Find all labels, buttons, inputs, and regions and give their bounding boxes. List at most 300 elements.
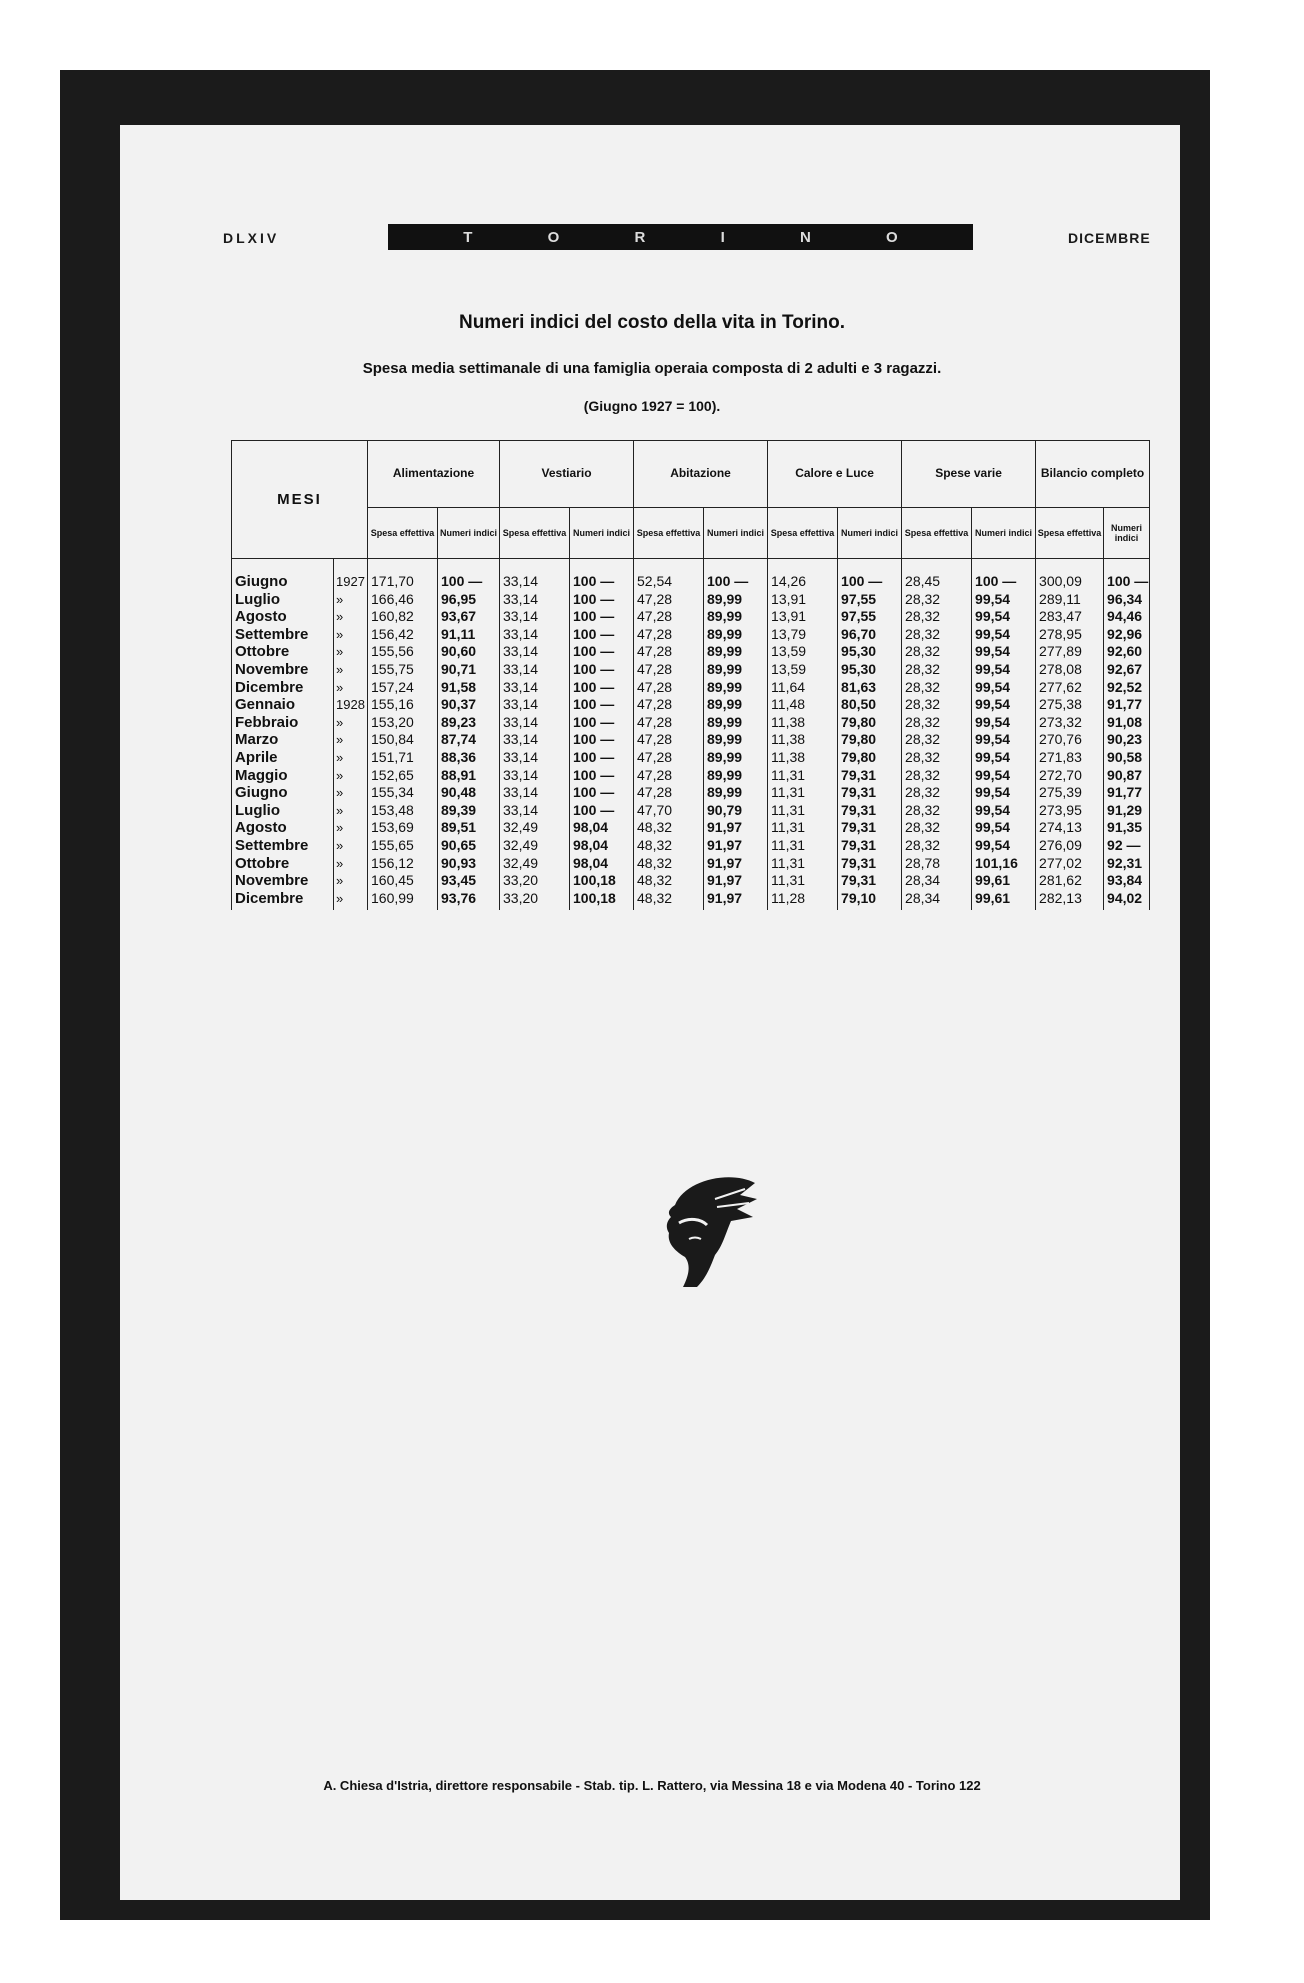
index-cell: 90,79: [704, 802, 768, 820]
group-header: Alimentazione: [368, 441, 500, 508]
year-cell: »: [334, 731, 368, 749]
expense-cell: 11,31: [768, 855, 838, 873]
month-cell: Maggio: [232, 767, 334, 785]
baseline-note: (Giugno 1927 = 100).: [583, 398, 721, 414]
index-cell: 89,99: [704, 679, 768, 697]
expense-cell: 273,95: [1036, 802, 1104, 820]
cost-of-living-table: [231, 440, 1150, 910]
month-cell: Giugno: [232, 784, 334, 802]
expense-cell: 14,26: [768, 559, 838, 591]
index-cell: 79,31: [838, 767, 902, 785]
table-row: [232, 608, 1150, 626]
index-cell: 90,93: [438, 855, 500, 873]
expense-cell: 270,76: [1036, 731, 1104, 749]
expense-cell: 166,46: [368, 591, 438, 609]
index-cell: 90,60: [438, 643, 500, 661]
year-cell: 1928: [334, 696, 368, 714]
table-row: [232, 559, 1150, 591]
index-cell: 100 —: [570, 767, 634, 785]
expense-cell: 153,69: [368, 819, 438, 837]
index-cell: 99,54: [972, 714, 1036, 732]
index-cell: 89,99: [704, 626, 768, 644]
expense-cell: 278,08: [1036, 661, 1104, 679]
index-cell: 99,54: [972, 819, 1036, 837]
expense-cell: 156,42: [368, 626, 438, 644]
table-row: [232, 855, 1150, 873]
expense-cell: 28,45: [902, 559, 972, 591]
month-cell: Dicembre: [232, 679, 334, 697]
expense-cell: 28,32: [902, 784, 972, 802]
expense-cell: 33,14: [500, 679, 570, 697]
page-title: Numeri indici del costo della vita in Torino.: [458, 312, 846, 333]
expense-cell: 11,38: [768, 749, 838, 767]
index-cell: 88,91: [438, 767, 500, 785]
expense-cell: 47,28: [634, 731, 704, 749]
index-cell: 99,54: [972, 749, 1036, 767]
index-cell: 99,54: [972, 802, 1036, 820]
expense-cell: 11,38: [768, 714, 838, 732]
index-cell: 91,97: [704, 890, 768, 911]
group-header: Abitazione: [634, 441, 768, 508]
expense-cell: 28,32: [902, 714, 972, 732]
year-cell: »: [334, 679, 368, 697]
page-number: DLXIV: [223, 230, 280, 246]
index-cell: 91,97: [704, 819, 768, 837]
index-cell: 100,18: [570, 890, 634, 911]
index-cell: 89,99: [704, 749, 768, 767]
index-cell: 100 —: [570, 591, 634, 609]
index-cell: 91,11: [438, 626, 500, 644]
sub-header-indici: Numeri indici: [704, 508, 768, 559]
year-cell: »: [334, 626, 368, 644]
expense-cell: 152,65: [368, 767, 438, 785]
index-cell: 99,54: [972, 767, 1036, 785]
index-cell: 92,67: [1104, 661, 1150, 679]
index-cell: 79,80: [838, 749, 902, 767]
index-cell: 89,99: [704, 696, 768, 714]
expense-cell: 33,20: [500, 872, 570, 890]
expense-cell: 13,79: [768, 626, 838, 644]
header-bar-letter: T: [463, 228, 473, 246]
expense-cell: 48,32: [634, 855, 704, 873]
year-cell: »: [334, 643, 368, 661]
index-cell: 96,95: [438, 591, 500, 609]
index-cell: 96,34: [1104, 591, 1150, 609]
expense-cell: 47,28: [634, 679, 704, 697]
index-cell: 91,08: [1104, 714, 1150, 732]
header-bar-letter: N: [799, 228, 811, 246]
table-row: [232, 784, 1150, 802]
expense-cell: 277,62: [1036, 679, 1104, 697]
expense-cell: 11,31: [768, 802, 838, 820]
index-cell: 90,37: [438, 696, 500, 714]
index-cell: 100 —: [570, 626, 634, 644]
issue-month: DICEMBRE: [1068, 230, 1151, 246]
expense-cell: 275,39: [1036, 784, 1104, 802]
index-cell: 100 —: [570, 802, 634, 820]
expense-cell: 28,32: [902, 591, 972, 609]
index-cell: 79,80: [838, 731, 902, 749]
expense-cell: 13,91: [768, 591, 838, 609]
index-cell: 79,31: [838, 784, 902, 802]
index-cell: 100 —: [570, 731, 634, 749]
expense-cell: 277,02: [1036, 855, 1104, 873]
index-cell: 79,31: [838, 837, 902, 855]
expense-cell: 47,28: [634, 749, 704, 767]
expense-cell: 281,62: [1036, 872, 1104, 890]
year-cell: »: [334, 837, 368, 855]
year-cell: »: [334, 714, 368, 732]
index-cell: 89,99: [704, 767, 768, 785]
sub-header-indici: Numeri indici: [838, 508, 902, 559]
table-row: [232, 679, 1150, 697]
expense-cell: 33,14: [500, 661, 570, 679]
expense-cell: 11,31: [768, 837, 838, 855]
expense-cell: 32,49: [500, 837, 570, 855]
index-cell: 91,35: [1104, 819, 1150, 837]
index-cell: 99,54: [972, 608, 1036, 626]
expense-cell: 33,14: [500, 767, 570, 785]
expense-cell: 11,31: [768, 872, 838, 890]
month-cell: Luglio: [232, 802, 334, 820]
index-cell: 100 —: [838, 559, 902, 591]
index-cell: 79,31: [838, 855, 902, 873]
index-cell: 99,61: [972, 872, 1036, 890]
table-row: [232, 872, 1150, 890]
group-header: Calore e Luce: [768, 441, 902, 508]
index-cell: 100 —: [570, 559, 634, 591]
index-cell: 94,02: [1104, 890, 1150, 911]
expense-cell: 47,28: [634, 661, 704, 679]
expense-cell: 33,14: [500, 731, 570, 749]
index-cell: 100 —: [704, 559, 768, 591]
year-cell: »: [334, 890, 368, 911]
index-cell: 90,65: [438, 837, 500, 855]
index-cell: 91,77: [1104, 784, 1150, 802]
month-cell: Settembre: [232, 837, 334, 855]
expense-cell: 28,34: [902, 890, 972, 911]
expense-cell: 11,38: [768, 731, 838, 749]
expense-cell: 28,32: [902, 643, 972, 661]
expense-cell: 48,32: [634, 872, 704, 890]
expense-cell: 28,32: [902, 749, 972, 767]
expense-cell: 32,49: [500, 819, 570, 837]
index-cell: 91,29: [1104, 802, 1150, 820]
group-header: Vestiario: [500, 441, 634, 508]
expense-cell: 48,32: [634, 890, 704, 911]
index-cell: 100 —: [570, 784, 634, 802]
index-cell: 91,97: [704, 872, 768, 890]
month-cell: Marzo: [232, 731, 334, 749]
expense-cell: 277,89: [1036, 643, 1104, 661]
expense-cell: 48,32: [634, 819, 704, 837]
expense-cell: 33,14: [500, 784, 570, 802]
index-cell: 94,46: [1104, 608, 1150, 626]
month-cell: Agosto: [232, 819, 334, 837]
expense-cell: 13,59: [768, 661, 838, 679]
table-row: [232, 643, 1150, 661]
expense-cell: 275,38: [1036, 696, 1104, 714]
expense-cell: 32,49: [500, 855, 570, 873]
expense-cell: 155,65: [368, 837, 438, 855]
expense-cell: 33,14: [500, 714, 570, 732]
index-cell: 93,67: [438, 608, 500, 626]
index-cell: 99,54: [972, 591, 1036, 609]
expense-cell: 33,14: [500, 802, 570, 820]
index-cell: 93,76: [438, 890, 500, 911]
index-cell: 99,61: [972, 890, 1036, 911]
expense-cell: 47,28: [634, 591, 704, 609]
expense-cell: 276,09: [1036, 837, 1104, 855]
index-cell: 91,58: [438, 679, 500, 697]
year-cell: »: [334, 749, 368, 767]
table-row: [232, 591, 1150, 609]
expense-cell: 155,16: [368, 696, 438, 714]
table-row: [232, 767, 1150, 785]
index-cell: 93,84: [1104, 872, 1150, 890]
index-cell: 100 —: [438, 559, 500, 591]
expense-cell: 150,84: [368, 731, 438, 749]
index-cell: 81,63: [838, 679, 902, 697]
index-cell: 89,99: [704, 714, 768, 732]
index-cell: 95,30: [838, 661, 902, 679]
expense-cell: 28,78: [902, 855, 972, 873]
expense-cell: 13,59: [768, 643, 838, 661]
month-cell: Novembre: [232, 661, 334, 679]
year-cell: 1927: [334, 559, 368, 591]
index-cell: 99,54: [972, 679, 1036, 697]
expense-cell: 33,14: [500, 591, 570, 609]
expense-cell: 160,82: [368, 608, 438, 626]
index-cell: 91,77: [1104, 696, 1150, 714]
month-cell: Ottobre: [232, 643, 334, 661]
header-bar-letter: R: [634, 228, 646, 246]
expense-cell: 28,32: [902, 626, 972, 644]
expense-cell: 274,13: [1036, 819, 1104, 837]
index-cell: 98,04: [570, 837, 634, 855]
table-row: [232, 819, 1150, 837]
expense-cell: 28,32: [902, 802, 972, 820]
expense-cell: 271,83: [1036, 749, 1104, 767]
header-bar-letter: O: [547, 228, 560, 246]
index-cell: 101,16: [972, 855, 1036, 873]
expense-cell: 156,12: [368, 855, 438, 873]
index-cell: 79,31: [838, 872, 902, 890]
index-cell: 99,54: [972, 731, 1036, 749]
expense-cell: 278,95: [1036, 626, 1104, 644]
index-cell: 89,51: [438, 819, 500, 837]
expense-cell: 153,48: [368, 802, 438, 820]
index-cell: 89,39: [438, 802, 500, 820]
index-cell: 88,36: [438, 749, 500, 767]
expense-cell: 13,91: [768, 608, 838, 626]
index-cell: 92,31: [1104, 855, 1150, 873]
expense-cell: 33,14: [500, 749, 570, 767]
table-row: [232, 731, 1150, 749]
index-cell: 89,99: [704, 643, 768, 661]
expense-cell: 28,32: [902, 837, 972, 855]
index-cell: 79,31: [838, 802, 902, 820]
index-cell: 95,30: [838, 643, 902, 661]
index-cell: 89,99: [704, 661, 768, 679]
expense-cell: 160,99: [368, 890, 438, 911]
index-cell: 100 —: [570, 714, 634, 732]
expense-cell: 289,11: [1036, 591, 1104, 609]
index-cell: 100 —: [570, 749, 634, 767]
expense-cell: 11,28: [768, 890, 838, 911]
index-cell: 96,70: [838, 626, 902, 644]
month-cell: Febbraio: [232, 714, 334, 732]
expense-cell: 33,14: [500, 559, 570, 591]
month-cell: Settembre: [232, 626, 334, 644]
table-row: [232, 749, 1150, 767]
expense-cell: 28,34: [902, 872, 972, 890]
page-subtitle: Spesa media settimanale di una famiglia operaia composta di 2 adulti e 3 ragazzi.: [362, 360, 942, 377]
month-cell: Dicembre: [232, 890, 334, 911]
table-row: [232, 890, 1150, 911]
index-cell: 79,31: [838, 819, 902, 837]
expense-cell: 47,28: [634, 784, 704, 802]
header-ornament-bar: [388, 224, 973, 250]
index-cell: 87,74: [438, 731, 500, 749]
expense-cell: 33,20: [500, 890, 570, 911]
index-cell: 93,45: [438, 872, 500, 890]
expense-cell: 28,32: [902, 696, 972, 714]
expense-cell: 273,32: [1036, 714, 1104, 732]
expense-cell: 47,28: [634, 696, 704, 714]
expense-cell: 272,70: [1036, 767, 1104, 785]
group-header: Bilancio completo: [1036, 441, 1150, 508]
table-row: [232, 696, 1150, 714]
expense-cell: 171,70: [368, 559, 438, 591]
sub-header-indici: Numeri indici: [438, 508, 500, 559]
expense-cell: 47,28: [634, 626, 704, 644]
index-cell: 97,55: [838, 591, 902, 609]
index-cell: 89,99: [704, 591, 768, 609]
index-cell: 91,97: [704, 837, 768, 855]
page-sheet: [120, 125, 1180, 1900]
helmeted-head-icon: [645, 1165, 765, 1295]
expense-cell: 47,28: [634, 643, 704, 661]
index-cell: 98,04: [570, 819, 634, 837]
month-cell: Luglio: [232, 591, 334, 609]
month-cell: Novembre: [232, 872, 334, 890]
month-cell: Ottobre: [232, 855, 334, 873]
sub-header-spesa: Spesa effettiva: [368, 508, 438, 559]
index-cell: 100,18: [570, 872, 634, 890]
expense-cell: 160,45: [368, 872, 438, 890]
expense-cell: 47,28: [634, 608, 704, 626]
sub-header-spesa: Spesa effettiva: [500, 508, 570, 559]
index-cell: 90,71: [438, 661, 500, 679]
index-cell: 79,10: [838, 890, 902, 911]
index-cell: 92,60: [1104, 643, 1150, 661]
sub-header-indici: Numeri indici: [1104, 508, 1150, 559]
index-cell: 100 —: [570, 608, 634, 626]
year-cell: »: [334, 608, 368, 626]
sub-header-spesa: Spesa effettiva: [634, 508, 704, 559]
index-cell: 100 —: [570, 696, 634, 714]
expense-cell: 28,32: [902, 819, 972, 837]
month-cell: Aprile: [232, 749, 334, 767]
table-row: [232, 714, 1150, 732]
sub-header-indici: Numeri indici: [570, 508, 634, 559]
expense-cell: 300,09: [1036, 559, 1104, 591]
expense-cell: 282,13: [1036, 890, 1104, 911]
expense-cell: 155,75: [368, 661, 438, 679]
sub-header-spesa: Spesa effettiva: [1036, 508, 1104, 559]
index-cell: 100 —: [1104, 559, 1150, 591]
expense-cell: 47,70: [634, 802, 704, 820]
expense-cell: 28,32: [902, 679, 972, 697]
index-cell: 90,58: [1104, 749, 1150, 767]
expense-cell: 283,47: [1036, 608, 1104, 626]
header-bar-letter: O: [886, 228, 898, 246]
index-cell: 90,23: [1104, 731, 1150, 749]
table-row: [232, 802, 1150, 820]
index-cell: 97,55: [838, 608, 902, 626]
expense-cell: 157,24: [368, 679, 438, 697]
header-bar-letter: I: [720, 228, 725, 246]
year-cell: »: [334, 661, 368, 679]
table-row: [232, 626, 1150, 644]
expense-cell: 28,32: [902, 767, 972, 785]
year-cell: »: [334, 802, 368, 820]
expense-cell: 28,32: [902, 608, 972, 626]
sub-header-indici: Numeri indici: [972, 508, 1036, 559]
expense-cell: 11,31: [768, 819, 838, 837]
expense-cell: 47,28: [634, 714, 704, 732]
index-cell: 80,50: [838, 696, 902, 714]
expense-cell: 28,32: [902, 661, 972, 679]
index-cell: 98,04: [570, 855, 634, 873]
expense-cell: 33,14: [500, 608, 570, 626]
month-cell: Gennaio: [232, 696, 334, 714]
expense-cell: 33,14: [500, 626, 570, 644]
expense-cell: 155,56: [368, 643, 438, 661]
expense-cell: 33,14: [500, 643, 570, 661]
year-cell: »: [334, 819, 368, 837]
expense-cell: 151,71: [368, 749, 438, 767]
expense-cell: 153,20: [368, 714, 438, 732]
index-cell: 99,54: [972, 696, 1036, 714]
expense-cell: 11,48: [768, 696, 838, 714]
month-cell: Giugno: [232, 559, 334, 591]
index-cell: 100 —: [570, 679, 634, 697]
expense-cell: 155,34: [368, 784, 438, 802]
mesi-header: MESI: [232, 441, 368, 559]
imprint-footer: A. Chiesa d'Istria, direttore responsabile - Stab. tip. L. Rattero, via Messina 18 e via Modena 40 - Torino 122: [323, 1778, 981, 1793]
index-cell: 99,54: [972, 837, 1036, 855]
expense-cell: 52,54: [634, 559, 704, 591]
expense-cell: 11,31: [768, 784, 838, 802]
table-row: [232, 661, 1150, 679]
year-cell: »: [334, 784, 368, 802]
index-cell: 92,52: [1104, 679, 1150, 697]
index-cell: 92,96: [1104, 626, 1150, 644]
index-cell: 89,99: [704, 731, 768, 749]
index-cell: 91,97: [704, 855, 768, 873]
table-row: [232, 837, 1150, 855]
sub-header-spesa: Spesa effettiva: [768, 508, 838, 559]
index-cell: 99,54: [972, 626, 1036, 644]
index-cell: 100 —: [972, 559, 1036, 591]
year-cell: »: [334, 591, 368, 609]
index-cell: 99,54: [972, 661, 1036, 679]
index-cell: 90,48: [438, 784, 500, 802]
index-cell: 100 —: [570, 643, 634, 661]
index-cell: 79,80: [838, 714, 902, 732]
